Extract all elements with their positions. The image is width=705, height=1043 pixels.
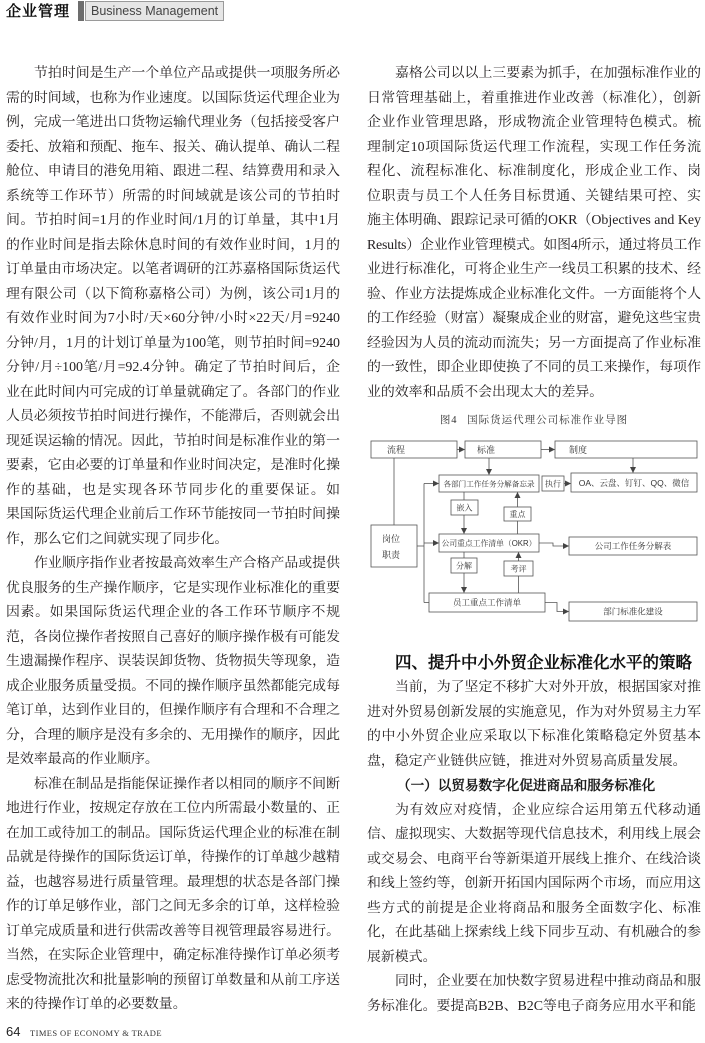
node-system-label: 制度 (569, 445, 588, 455)
arrow-okr-to-task-table (539, 543, 569, 546)
text-line: 分，合理的顺序是没有多余的、无用操作的顺序，因此 (6, 727, 340, 743)
text-line: 和线上签约等，创新开拓国内国际两个市场，而应用这 (367, 876, 701, 891)
text-line: 企业作业管理思路，形成物流企业管理特色模式。梳 (367, 115, 701, 130)
node-execute (542, 476, 564, 491)
text-line: 生遗漏操作程序、误装误卸货物、货物损失等现象，造 (6, 654, 340, 669)
text-line: 现延误运输的情况。因此，节拍时间是标准作业的第一 (6, 433, 340, 449)
page-header (0, 0, 705, 23)
text-line: 分钟/月，1月的计划订单量为100笔，则节拍时间=9240 (6, 335, 340, 351)
text-line: 为有效应对疫情，企业应综合运用第五代移动通 (395, 802, 701, 818)
text-line: 作的基础，也是实现各环节同步化的重要保证。如 (6, 482, 340, 498)
node-decompose-label: 分解 (456, 561, 472, 571)
text-line: 日常管理基础上，着重推进作业改善（标准化），创新 (367, 90, 701, 106)
text-line: 验、作业方法提炼成企业标准化文件。一方面能将个人 (367, 286, 701, 302)
text-line: 的工作经验（财富）凝聚成企业的财富，避免这些宝贵 (367, 311, 701, 326)
node-tools-label: OA、云盘、钉钉、QQ、微信 (578, 478, 690, 488)
text-line: 范，各岗位操作者按照自己喜好的顺序操作极有可能发 (6, 629, 340, 645)
text-line: 作业顺序指作业者按最高效率生产合格产品或提供 (34, 556, 340, 571)
node-execute-label: 执行 (545, 479, 561, 489)
text-line: 间。节拍时间=1月的作业时间/1月的订单量，其中1月 (6, 213, 340, 228)
sub-section-body (367, 799, 701, 1020)
text-line: 品就是待操作的国际货运订单，待操作的订单越少越精 (6, 850, 340, 865)
node-tools (571, 473, 697, 492)
text-line: 成企业服务质量受损。不同的操作顺序虽然都能完成每 (6, 678, 340, 694)
article-paragraph (367, 799, 701, 971)
text-line: 虑受物流批次和批量影响的预留订单数量和从前工序送 (6, 972, 340, 988)
text-line: 的一致性，即企业即使换了不同的员工来操作，每项作 (367, 360, 701, 375)
text-line: 有效作业时间为7小时/天×60分钟/小时×22天/月=9240 (6, 311, 340, 326)
text-line: 标准在制品是指能保证操作者以相同的顺序不间断 (34, 776, 340, 792)
text-line: 化，在此基础上探索线上线下同步互动、有机融合的参 (367, 925, 701, 940)
header-divider-bar (78, 1, 84, 21)
node-employee-list-label: 员工重点工作清单 (452, 597, 522, 608)
article-paragraph (367, 970, 701, 1019)
arrow-employee-to-dept (545, 603, 569, 612)
text-line: 在加工或待加工的制品。国际货运代理企业的标准在制 (6, 825, 340, 841)
node-post-duties-box (371, 525, 417, 567)
text-line: 施主体明确、跟踪记录可循的OKR（Objectives and Key (367, 213, 701, 228)
text-line: 理有限公司（以下简称嘉格公司）为例，该公司1月的 (6, 286, 340, 302)
node-evaluate-label: 考评 (510, 564, 527, 574)
node-dept-memo-label: 各部门工作任务分解备忘录 (443, 479, 535, 489)
article-paragraph (6, 552, 340, 773)
node-process-label: 流程 (387, 445, 406, 455)
text-line: 展新模式。 (367, 949, 437, 965)
section-title-cn: 企业管理 (6, 3, 71, 20)
text-line: 位职责与员工个人任务目标贯通、关键结果可控、实 (367, 188, 701, 204)
node-standard (465, 441, 541, 458)
text-line: 业的效率和品质不会出现太大的差异。 (367, 384, 604, 400)
text-line: 是效率最高的作业顺序。 (6, 752, 159, 767)
standard-operation-diagram (367, 436, 701, 626)
text-line: 业在此时间内可完成的订单量就确定了。各部门的作业 (6, 384, 340, 400)
node-post-duties-label-2: 职责 (381, 550, 401, 560)
text-line: 程化、流程标准化、标准制度化，形成企业工作、岗 (367, 164, 701, 179)
article-paragraph (367, 62, 701, 405)
text-line: 业进行标准化，可将企业生产一线员工积累的技术、经 (367, 262, 701, 277)
text-line: 果国际货运代理企业前后工作环节能按同一节拍时间操 (6, 507, 340, 522)
text-line: 委托、放箱和预配、拖车、报关、确认提单、确认二程 (6, 139, 340, 155)
text-line: 要素，它由必要的订单量和作业时间决定，是准时化操 (6, 458, 340, 473)
text-line: 地进行作业，按规定存放在工位内所需最小数量的、正 (6, 801, 340, 816)
article-paragraph (6, 62, 340, 552)
text-line: 笔订单，达到作业目的，但操作顺序有合理和不合理之 (6, 703, 340, 718)
node-embed (451, 500, 478, 515)
text-line: 作，那么它们之间就实现了同步化。 (6, 531, 229, 547)
text-line: 订单量由市场决定。以笔者调研的江苏嘉格国际货运代 (6, 262, 340, 277)
node-embed-label: 嵌入 (456, 503, 473, 513)
text-line: 的中小外贸企业应采取以下标准化策略稳定外贸基本 (367, 729, 701, 744)
article-paragraph (6, 773, 340, 1018)
node-standard-label: 标准 (477, 445, 496, 455)
node-company-okr (439, 534, 539, 552)
text-line: 当然，在实际企业管理中，确定标准待操作订单必须考 (6, 948, 340, 963)
page-number: 64 (6, 1024, 21, 1039)
figure-caption: 图4 国际货运代理公司标准作业导图 (439, 415, 629, 426)
text-line: Results）企业作业管理模式。如图4所示，通过将员工作 (367, 237, 701, 253)
text-line: 节拍时间是生产一个单位产品或提供一项服务所必 (34, 66, 340, 81)
text-line: 因素。如果国际货运代理企业的各工作环节顺序不规 (6, 605, 340, 620)
node-company-okr-label: 公司重点工作清单（OKR） (441, 539, 537, 548)
node-post-duties-label-1: 岗位 (381, 534, 401, 544)
node-employee-list (429, 593, 545, 612)
text-line: 些方式的前提是企业将商品和服务全面数字化、标准 (367, 900, 701, 916)
node-evaluate (504, 561, 533, 576)
text-line: 进对外贸易创新发展的实施意见，作为对外贸易主力军 (367, 704, 701, 720)
text-line: 或交易会、电商平台等新渠道开展线上推介、在线洽谈 (367, 851, 701, 867)
text-line: 嘉格公司以以上三要素为抓手，在加强标准作业的 (395, 66, 701, 81)
node-dept-standardization (569, 602, 697, 621)
text-line: 订单完成质量和进行供需改善等目视管理最容易进行。 (6, 923, 340, 939)
text-line: 当前，为了坚定不移扩大对外开放，根据国家对推 (395, 680, 701, 695)
node-dept-memo (439, 475, 539, 492)
text-line: 例，完成一笔进出口货物运输代理业务（包括接受客户 (6, 115, 340, 130)
article-paragraph (367, 676, 701, 774)
text-line: 理制定10项国际货运代理工作流程，实现工作任务流 (367, 139, 701, 155)
text-line: 务标准化。要提高B2B、B2C等电子商务应用水平和能 (367, 998, 696, 1014)
text-line: 同时，企业要在加快数字贸易进程中推动商品和服 (395, 974, 701, 989)
node-process (371, 441, 457, 458)
text-line: 需的时间域，也称为作业速度。以国际货运代理企业为 (6, 90, 340, 106)
text-line: 益，也越容易进行质量管理。最理想的状态是各部门操 (6, 874, 340, 890)
text-line: 经验因为人员的流动而流失；另一方面提高了作业标准 (367, 335, 701, 351)
text-line: 人员必须按节拍时间进行操作，不能滞后，否则就会出 (6, 409, 340, 424)
journal-name: TIMES OF ECONOMY & TRADE (30, 1028, 162, 1038)
node-company-task-table-label: 公司工作任务分解表 (594, 541, 672, 551)
node-company-task-table (569, 537, 697, 555)
text-line: 优良服务的生产操作顺序，它是实现作业标准化的重要 (6, 580, 340, 596)
node-dept-standardization-label: 部门标准化建设 (603, 606, 663, 617)
text-line: 舱位、申请目的港免用箱、跟进二程、结算费用和录入 (6, 164, 340, 179)
sub-heading: （一）以贸易数字化促进商品和服务标准化 (397, 778, 656, 793)
node-post-duties (371, 525, 417, 567)
node-key-point (504, 507, 531, 521)
text-line: 盘，稳定产业链供应链，推进对外贸易高质量发展。 (367, 753, 687, 769)
text-line: 系统等工作环节）所需的时间域就是该公司的节拍时 (6, 188, 340, 204)
text-line: 分钟/月÷100笔/月=92.4分钟。确定了节拍时间后，企 (6, 360, 340, 375)
node-system (555, 441, 697, 458)
section-title-en: Business Management (85, 1, 224, 21)
node-process-box (371, 441, 457, 458)
text-line: 的作业时间是指去除休息时间的有效作业时间，1月的 (6, 237, 340, 253)
section-heading: 四、提升中小外贸企业标准化水平的策略 (395, 654, 692, 672)
left-column (6, 62, 340, 1018)
node-decompose (451, 558, 477, 573)
text-line: 来的待操作订单的必要数量。 (6, 997, 187, 1012)
node-key-point-label: 重点 (509, 510, 526, 519)
text-line: 信、虚拟现实、大数据等现代信息技术，利用线上展会 (367, 827, 701, 842)
text-line: 作的订单足够作业，部门之间无多余的订单，这样检验 (6, 899, 340, 914)
